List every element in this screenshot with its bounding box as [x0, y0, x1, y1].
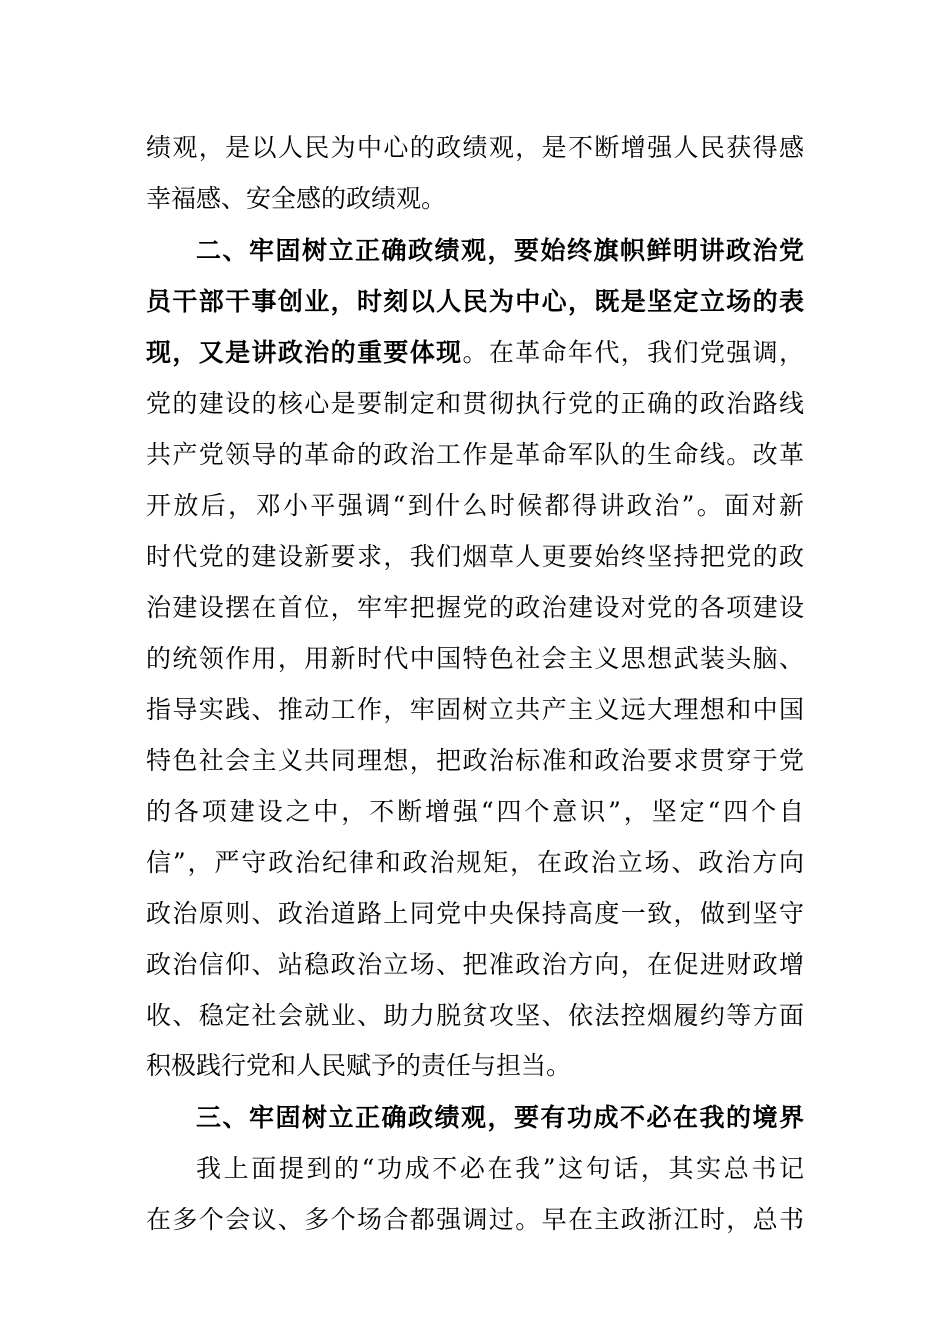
body-text-line: 指导实践、推动工作，牢固树立共产主义远大理想和中国	[146, 695, 804, 724]
body-text-line: 政治原则、政治道路上同党中央保持高度一致，做到坚守	[146, 899, 804, 928]
section-heading-2: 二、牢固树立正确政绩观，要始终旗帜鲜明讲政治党	[196, 236, 804, 265]
body-text-line: 共产党领导的革命的政治工作是革命军队的生命线。改革	[146, 440, 804, 469]
section-heading-2-cont: 员干部干事创业，时刻以人民为中心，既是坚定立场的表	[146, 287, 804, 316]
paragraph-start-line: 我上面提到的“功成不必在我”这句话，其实总书记	[196, 1154, 804, 1183]
mixed-text-line	[146, 336, 804, 370]
body-text-line: 幸福感、安全感的政绩观。	[146, 184, 447, 213]
body-text-line: 政治信仰、站稳政治立场、把准政治方向，在促进财政增	[146, 950, 804, 979]
body-text-line: 积极践行党和人民赋予的责任与担当。	[146, 1051, 572, 1080]
body-text-line: 治建设摆在首位，牢牢把握党的政治建设对党的各项建设	[146, 593, 804, 622]
body-text-line: 党的建设的核心是要制定和贯彻执行党的正确的政治路线	[146, 389, 804, 418]
body-text-line: 的统领作用，用新时代中国特色社会主义思想武装头脑、	[146, 644, 804, 673]
body-text-line: 在多个会议、多个场合都强调过。早在主政浙江时，总书	[146, 1205, 804, 1234]
body-text-line: 时代党的建设新要求，我们烟草人更要始终坚持把党的政	[146, 542, 804, 571]
body-text-line: 收、稳定社会就业、助力脱贫攻坚、依法控烟履约等方面	[146, 1001, 804, 1030]
body-text-line: 开放后，邓小平强调“到什么时候都得讲政治”。面对新	[146, 491, 804, 520]
body-text-start: 。在革命年代，我们党强调，	[462, 338, 804, 367]
body-text-line: 的各项建设之中，不断增强“四个意识”，坚定“四个自	[146, 797, 804, 826]
body-text-line: 信”，严守政治纪律和政治规矩，在政治立场、政治方向	[146, 848, 804, 877]
section-heading-3: 三、牢固树立正确政绩观，要有功成不必在我的境界	[196, 1103, 804, 1132]
body-text-line: 绩观，是以人民为中心的政绩观，是不断增强人民获得感	[146, 133, 804, 162]
heading-text-end: 现，又是讲政治的重要体现	[146, 338, 463, 367]
body-text-line: 特色社会主义共同理想，把政治标准和政治要求贯穿于党	[146, 746, 804, 775]
